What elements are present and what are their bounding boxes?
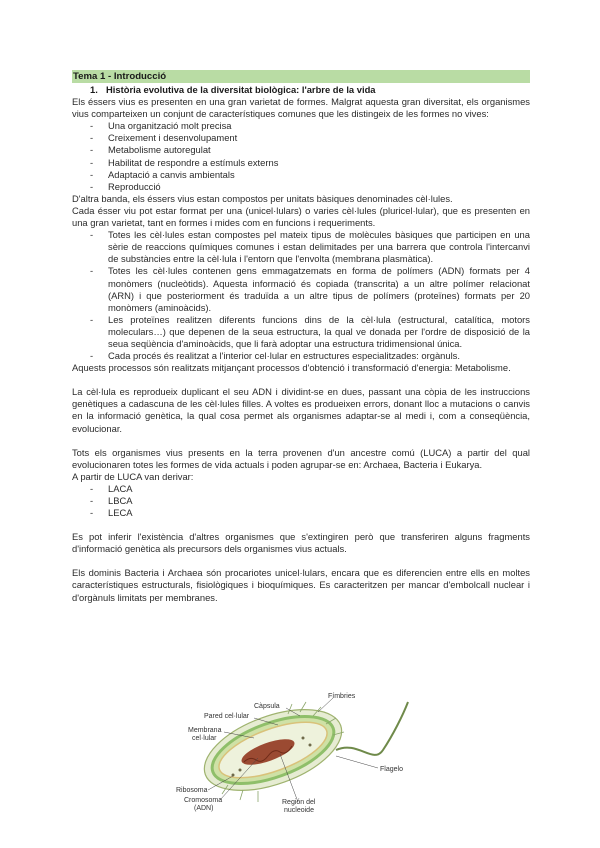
domains-paragraph: Els dominis Bacteria i Archaea són procariotes unicel·lulars, encara que es diferencien entre ells en moltes característiques estructurals, fisiològiques i bioquímiques. Es caracteritzen per mancar d'embolcall nuclear i d'orgànuls limitats per membranes. (72, 567, 530, 603)
list-item: - Metabolisme autoregulat (72, 144, 530, 156)
luca-list (72, 483, 530, 519)
luca-derive-line: A partir de LUCA van derivar: (72, 470, 194, 482)
bacteria-diagram (168, 690, 418, 818)
ribosome-dot (309, 744, 312, 747)
intro-paragraph: Els éssers vius es presenten en una gran varietat de formes. Malgrat aquesta gran diversitat, els organismes vius comparteixen un conjunt de característiques comunes que les distingeix de les formes no vives: (72, 96, 530, 120)
label-capsula: Càpsula (254, 703, 280, 710)
list-item: - Les proteïnes realitzen diferents funcions dins de la cèl·lula (estructural, catalítica, motors moleculars…) que depenen de la seua estructura, la qual ve donada per l'ordre de disposició de la seua seqüència d'aminoàcids, que li farà adoptar una estructura tridimensional única. (72, 314, 530, 350)
section-number: 1. (90, 84, 98, 95)
extinct-paragraph: Es pot inferir l'existència d'altres organismes que s'extingiren però que transferiren alguns fragments d'informació genètica als precursors dels organismes vius actuals. (72, 531, 530, 555)
label-ribosoma: Ribosoma (176, 787, 208, 794)
cells-paragraph-2: Cada ésser viu pot estar format per una (unicel·lulars) o varies cèl·lules (pluricel·lular), que es presenten en una gran varietat, tant en formes i mides com en funcions i requeriments. (72, 204, 530, 229)
list-item: - LACA (72, 483, 530, 495)
label-fimbries: Fímbries (328, 693, 356, 700)
flagellum-shape (336, 702, 408, 755)
cell-facts-list (72, 229, 530, 362)
ribosome-dot (239, 769, 242, 772)
label-cromosoma-2: (ADN) (194, 805, 214, 812)
luca-paragraph: Tots els organismes vius presents en la terra provenen d'un ancestre comú (LUCA) a partir del qual evolucionaren totes les formes de vida actuals i poden agrupar-se en: Archaea, Bacteria i Eukarya. (72, 446, 530, 470)
list-item: - Totes les cèl·lules estan compostes pel mateix tipus de molècules bàsiques que participen en una sèrie de reaccions químiques comunes i estan delimitades per una barrera que controla l'intercanvi de substàncies entre la cèl·lula i l'entorn que l'envolta (membrana plasmàtica). (72, 229, 530, 265)
label-pared: Pared cel·lular (204, 713, 250, 720)
ribosome-dot (302, 737, 305, 740)
list-item: - LBCA (72, 495, 530, 507)
list-item: - Reproducció (72, 181, 530, 193)
list-item: - Una organització molt precisa (72, 120, 530, 132)
list-item: - LECA (72, 507, 530, 519)
label-region-1: Región del (282, 799, 316, 806)
list-item: - Adaptació a canvis ambientals (72, 169, 530, 181)
label-membrana-1: Membrana (188, 727, 222, 734)
section-title: Història evolutiva de la diversitat biològica: l'arbre de la vida (106, 84, 376, 95)
cells-paragraph-1: D'altra banda, els éssers vius estan compostos per unitats bàsiques denominades cèl·lules. (72, 192, 453, 204)
list-item: - Cada procés és realitzat a l'interior cel·lular en estructures especialitzades: orgànuls. (72, 350, 530, 362)
list-item: - Creixement i desenvolupament (72, 132, 530, 144)
label-region-2: nucleoide (284, 807, 314, 814)
page-title: Tema 1 - Introducció (72, 70, 530, 83)
list-item: - Totes les cèl·lules contenen gens emmagatzemats en forma de polímers (ADN) formats per 4 monòmers (nucleòtids). Aquesta informació és copiada (transcrita) a un altre polímer relacionat (ARN) i que posteriorment és traduïda a un altre tipus de polímers (proteïnes) formats per 20 monòmers (aminoàcids). (72, 265, 530, 313)
list-item: - Habilitat de respondre a estímuls externs (72, 157, 530, 169)
section-heading (72, 84, 530, 96)
reproduction-paragraph: La cèl·lula es reprodueix duplicant el seu ADN i dividint-se en dues, passant una còpia de les instruccions genètiques a cadascuna de les cèl·lules filles. A voltes es produeixen errors, donant lloc a mutacions o canvis en la informació genètica, la qual cosa permet als organismes adaptar-se al medi i, com a conseqüència, evolucionar. (72, 386, 530, 434)
document-page (72, 70, 530, 604)
metabolism-paragraph: Aquests processos són realitzats mitjançant processos d'obtenció i transformació d'energia: Metabolisme. (72, 362, 511, 374)
label-cromosoma-1: Cromosoma (184, 797, 223, 804)
bacteria-illustration (168, 690, 418, 818)
label-membrana-2: cel·lular (192, 735, 217, 742)
characteristics-list (72, 120, 530, 193)
label-flagelo: Flagelo (380, 766, 403, 773)
